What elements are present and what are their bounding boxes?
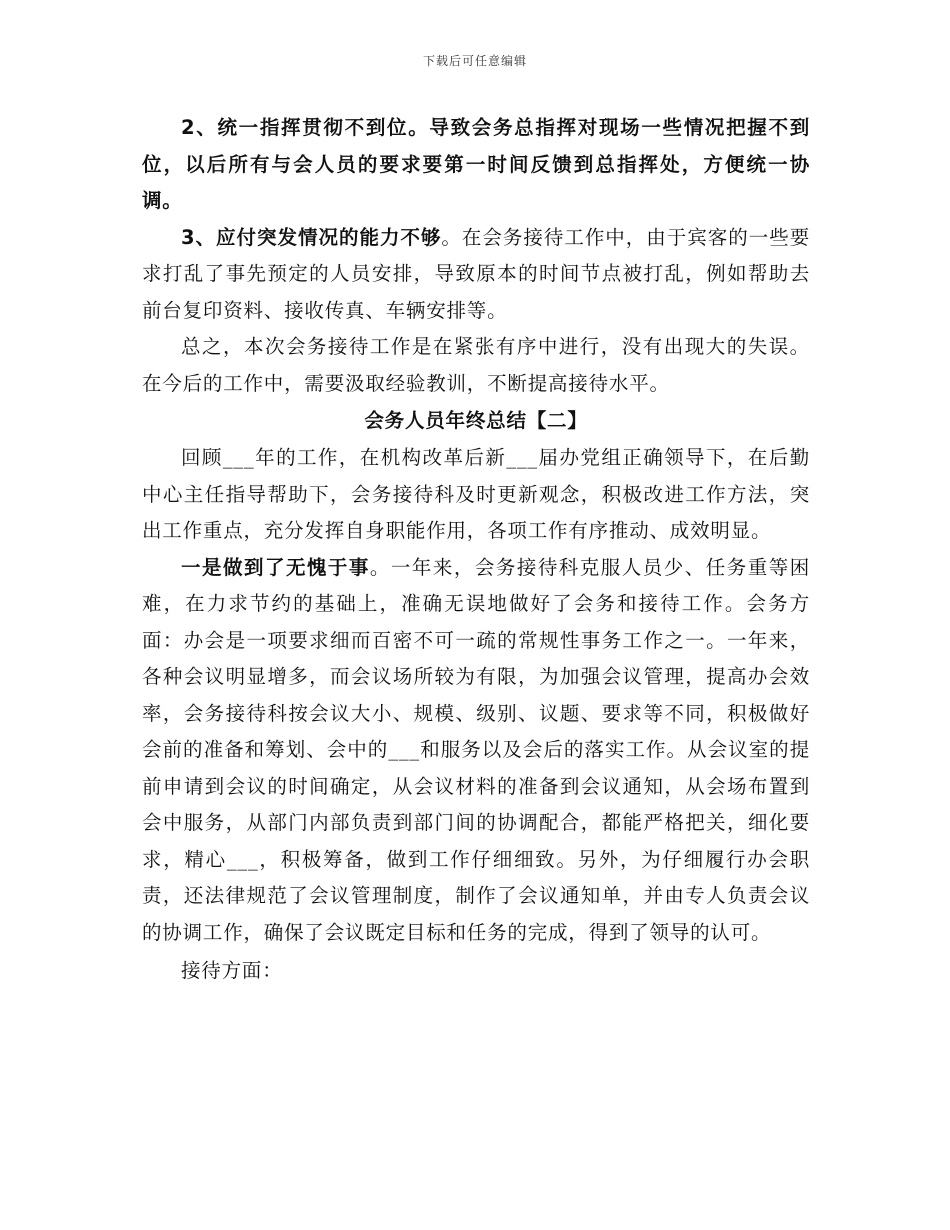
paragraph-item-3 xyxy=(142,220,810,330)
paragraph-lead: 一是做到了无愧于事 xyxy=(181,555,370,579)
paragraph-reception: 接待方面： xyxy=(181,959,283,982)
paragraph-review: 回顾___年的工作，在机构改革后新___届办党组正确领导下，在后勤中心主任指导帮助下，会务接待科及时更新观念，积极改进工作方法，突出工作重点，充分发挥自身职能作用，各项工作有序推动、成效明显。 xyxy=(142,446,810,542)
paragraph-text: 。在会务接待工作中，由于宾客的一些要求打乱了事先预定的人员安排，导致原本的时间节点被打乱，例如帮助去前台复印资料、接收传真、车辆安排等。 xyxy=(142,225,810,322)
paragraph-text: 。一年来，会务接待科克服人员少、任务重等困难，在力求节约的基础上，准确无误地做好了会务和接待工作。会务方面：办会是一项要求细而百密不可一疏的常规性事务工作之一。一年来，各种会议明显增多，而会议场所较为有限，为加强会议管理，提高办会效率，会务接待科按会议大小、规模、级别、议题、要求等不同，积极做好会前的准备和筹划、会中的___和服务以及会后的落实工作。从会议室的提前申请到会议的时间确定，从会议材料的准备到会议通知，从会场布置到会中服务，从部门内部负责到部门间的协调配合，都能严格把关，细化要求，精心___，积极筹备，做到工作仔细细致。另外，为仔细履行办会职责，还法律规范了会议管理制度，制作了会议通知单，并由专人负责会议的协调工作，确保了会议既定目标和任务的完成，得到了领导的认可。 xyxy=(142,555,810,944)
paragraph-point-one xyxy=(142,550,810,952)
paragraph-item-2: 2、统一指挥贯彻不到位。导致会务总指挥对现场一些情况把握不到位，以后所有与会人员的要求要第一时间反馈到总指挥处，方便统一协调。 xyxy=(142,116,810,212)
paragraph-conclusion: 总之，本次会务接待工作是在紧张有序中进行，没有出现大的失误。在今后的工作中，需要汲取经验教训，不断提高接待水平。 xyxy=(142,335,810,395)
document-body xyxy=(142,110,810,990)
page-header: 下载后可任意编辑 xyxy=(422,54,527,68)
paragraph-lead: 3、应付突发情况的能力不够 xyxy=(181,225,442,249)
section-title: 会务人员年终总结【二】 xyxy=(364,409,588,432)
